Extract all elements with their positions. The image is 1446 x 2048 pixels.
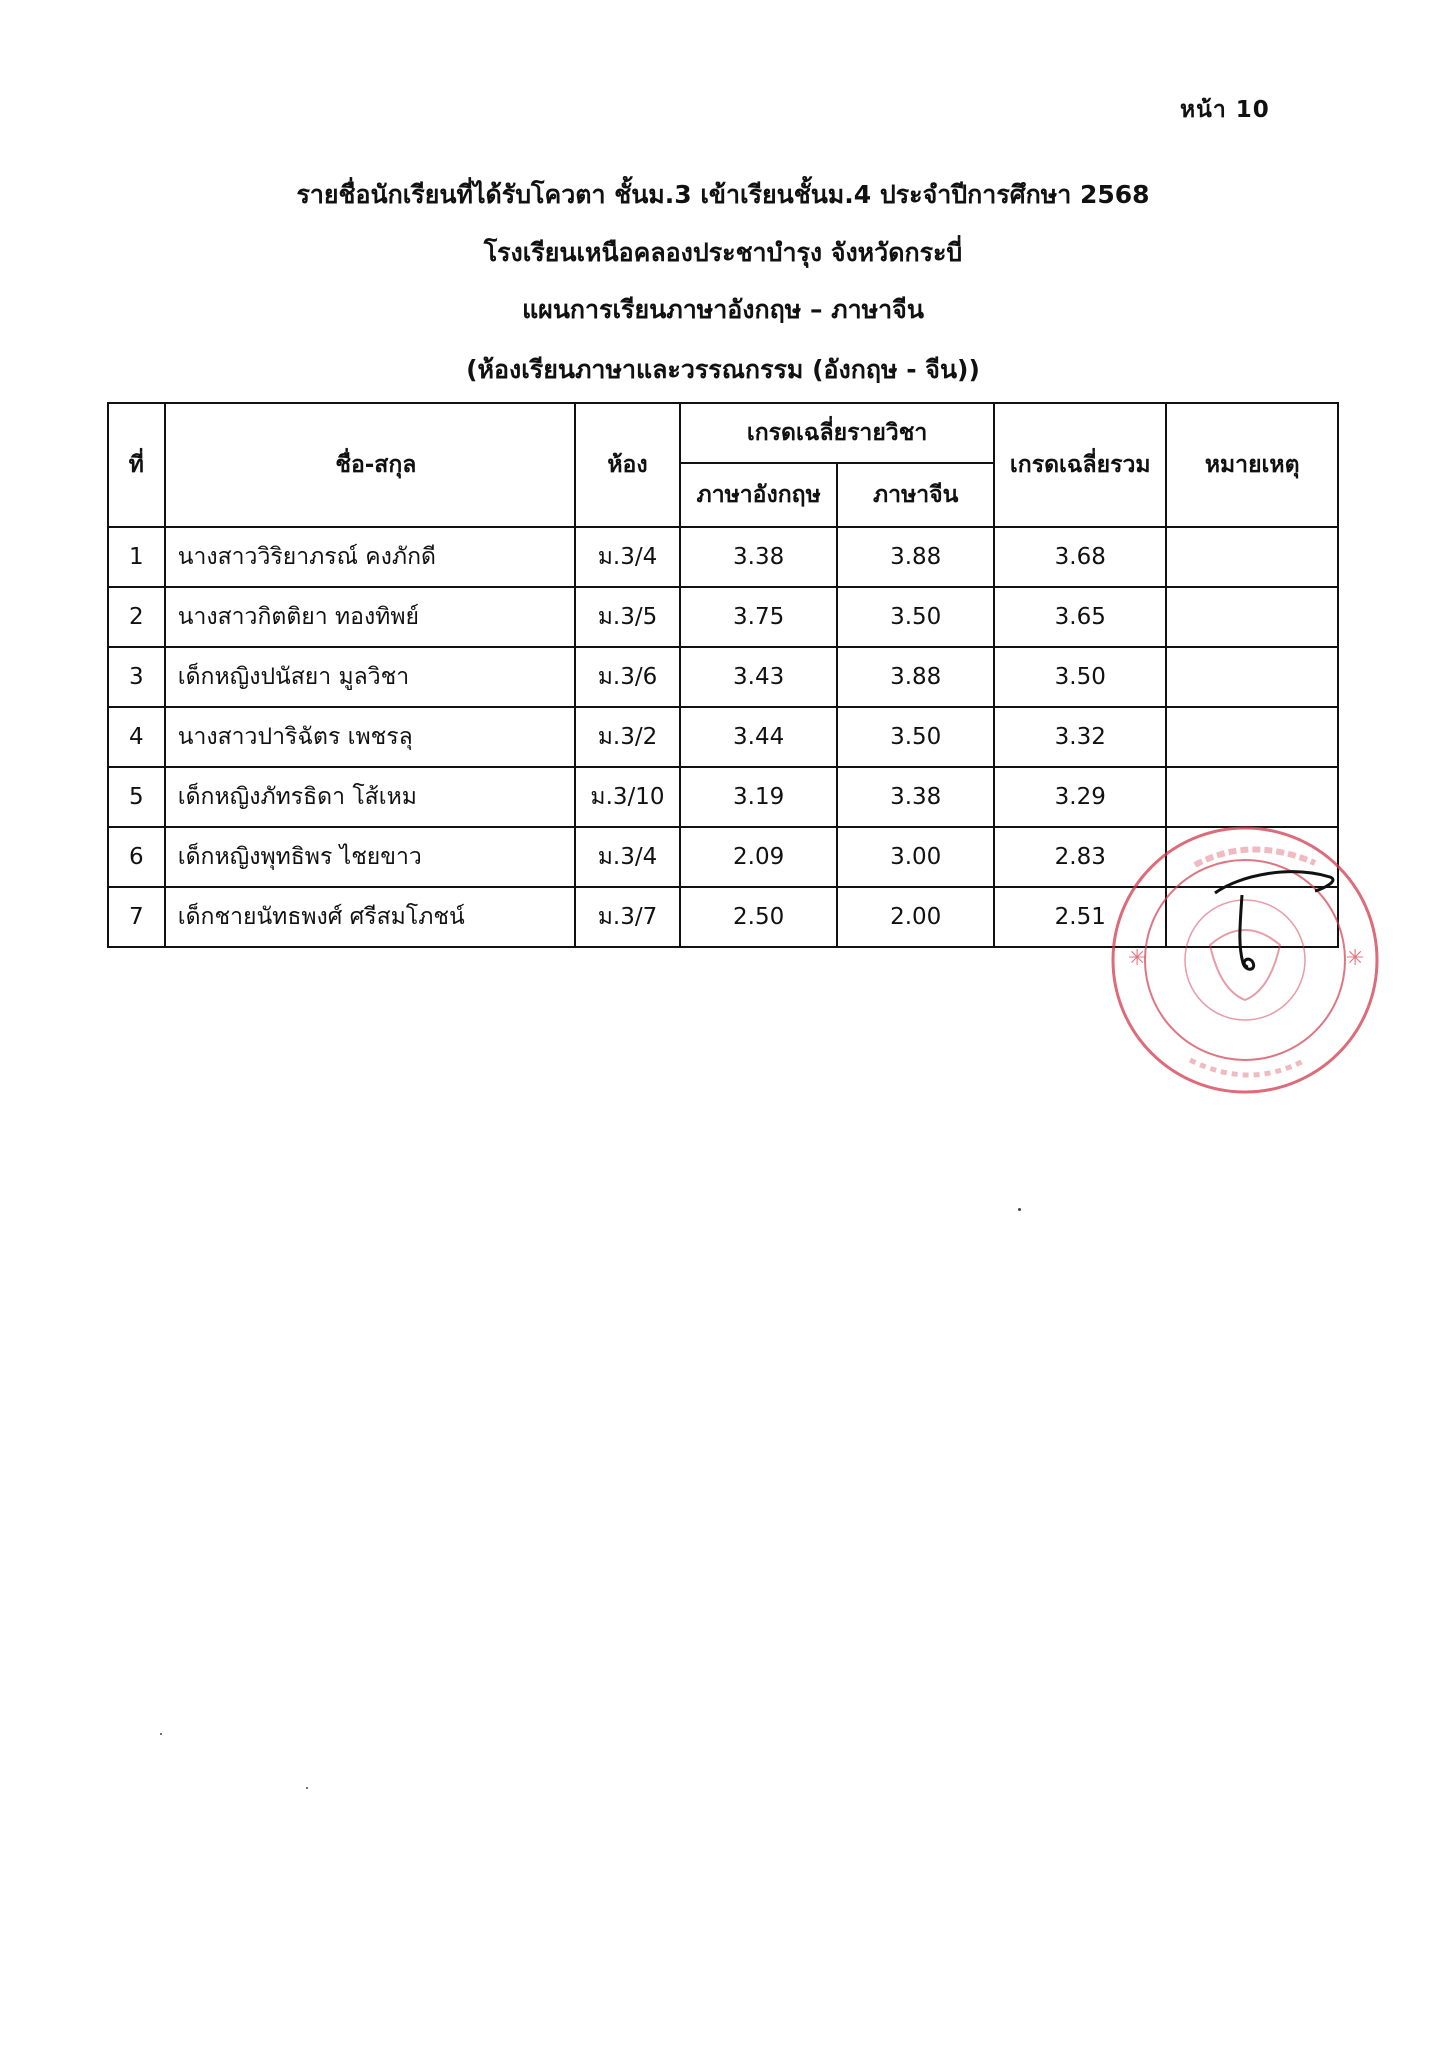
cell-chinese: 3.50 — [837, 587, 994, 647]
header-subject-average: เกรดเฉลี่ยรายวิชา — [680, 403, 994, 463]
cell-name: เด็กหญิงภัทรธิดา โส้เหม — [165, 767, 575, 827]
header-overall-average: เกรดเฉลี่ยรวม — [994, 403, 1166, 527]
table-row — [108, 827, 1338, 887]
cell-english: 3.43 — [680, 647, 837, 707]
header-no: ที่ — [108, 403, 165, 527]
study-plan: แผนการเรียนภาษาอังกฤษ – ภาษาจีน — [522, 295, 924, 324]
cell-room: ม.3/6 — [575, 647, 680, 707]
table-row — [108, 647, 1338, 707]
cell-chinese: 3.00 — [837, 827, 994, 887]
cell-name: นางสาววิริยาภรณ์ คงภักดี — [165, 527, 575, 587]
cell-name: เด็กหญิงปนัสยา มูลวิชา — [165, 647, 575, 707]
cell-remark — [1166, 527, 1338, 587]
document-title: รายชื่อนักเรียนที่ได้รับโควตา ชั้นม.3 เข้าเรียนชั้นม.4 ประจำปีการศึกษา 2568 — [296, 180, 1150, 209]
cell-no: 4 — [108, 707, 165, 767]
cell-room: ม.3/7 — [575, 887, 680, 947]
cell-chinese: 3.38 — [837, 767, 994, 827]
cell-overall: 3.29 — [994, 767, 1166, 827]
header-room: ห้อง — [575, 403, 680, 527]
table-row — [108, 767, 1338, 827]
cell-overall: 3.50 — [994, 647, 1166, 707]
cell-room: ม.3/5 — [575, 587, 680, 647]
cell-english: 3.38 — [680, 527, 837, 587]
cell-remark — [1166, 827, 1338, 887]
cell-remark — [1166, 587, 1338, 647]
cell-remark — [1166, 767, 1338, 827]
cell-english: 3.44 — [680, 707, 837, 767]
scan-speck — [160, 1733, 162, 1735]
cell-chinese: 3.88 — [837, 647, 994, 707]
cell-overall: 2.51 — [994, 887, 1166, 947]
cell-room: ม.3/4 — [575, 527, 680, 587]
table-row — [108, 887, 1338, 947]
svg-text:✳: ✳ — [1128, 946, 1147, 971]
cell-name: นางสาวกิตติยา ทองทิพย์ — [165, 587, 575, 647]
cell-chinese: 3.50 — [837, 707, 994, 767]
page-number: หน้า 10 — [1180, 97, 1270, 123]
cell-chinese: 3.88 — [837, 527, 994, 587]
cell-overall: 3.68 — [994, 527, 1166, 587]
header-remarks: หมายเหตุ — [1166, 403, 1338, 527]
classroom-type: (ห้องเรียนภาษาและวรรณกรรม (อังกฤษ - จีน)) — [466, 355, 980, 384]
cell-remark — [1166, 707, 1338, 767]
cell-no: 5 — [108, 767, 165, 827]
svg-text:✳: ✳ — [1346, 946, 1365, 971]
cell-no: 1 — [108, 527, 165, 587]
cell-room: ม.3/4 — [575, 827, 680, 887]
cell-no: 6 — [108, 827, 165, 887]
header-english: ภาษาอังกฤษ — [680, 463, 837, 527]
student-grade-table — [107, 402, 1339, 948]
cell-room: ม.3/2 — [575, 707, 680, 767]
cell-name: เด็กชายนัทธพงศ์ ศรีสมโภชน์ — [165, 887, 575, 947]
cell-english: 2.09 — [680, 827, 837, 887]
cell-name: เด็กหญิงพุทธิพร ไชยขาว — [165, 827, 575, 887]
table-row — [108, 527, 1338, 587]
table-row — [108, 587, 1338, 647]
scan-speck — [1018, 1208, 1021, 1211]
cell-room: ม.3/10 — [575, 767, 680, 827]
cell-chinese: 2.00 — [837, 887, 994, 947]
cell-no: 3 — [108, 647, 165, 707]
cell-no: 7 — [108, 887, 165, 947]
cell-english: 2.50 — [680, 887, 837, 947]
cell-overall: 2.83 — [994, 827, 1166, 887]
table-header-row — [108, 403, 1338, 463]
cell-overall: 3.32 — [994, 707, 1166, 767]
cell-no: 2 — [108, 587, 165, 647]
cell-remark — [1166, 887, 1338, 947]
cell-overall: 3.65 — [994, 587, 1166, 647]
cell-english: 3.75 — [680, 587, 837, 647]
cell-english: 3.19 — [680, 767, 837, 827]
header-name: ชื่อ-สกุล — [165, 403, 575, 527]
cell-name: นางสาวปาริฉัตร เพชรลุ — [165, 707, 575, 767]
scan-speck — [306, 1787, 308, 1789]
table-row — [108, 707, 1338, 767]
school-name: โรงเรียนเหนือคลองประชาบำรุง จังหวัดกระบี่ — [483, 238, 963, 267]
cell-remark — [1166, 647, 1338, 707]
header-chinese: ภาษาจีน — [837, 463, 994, 527]
